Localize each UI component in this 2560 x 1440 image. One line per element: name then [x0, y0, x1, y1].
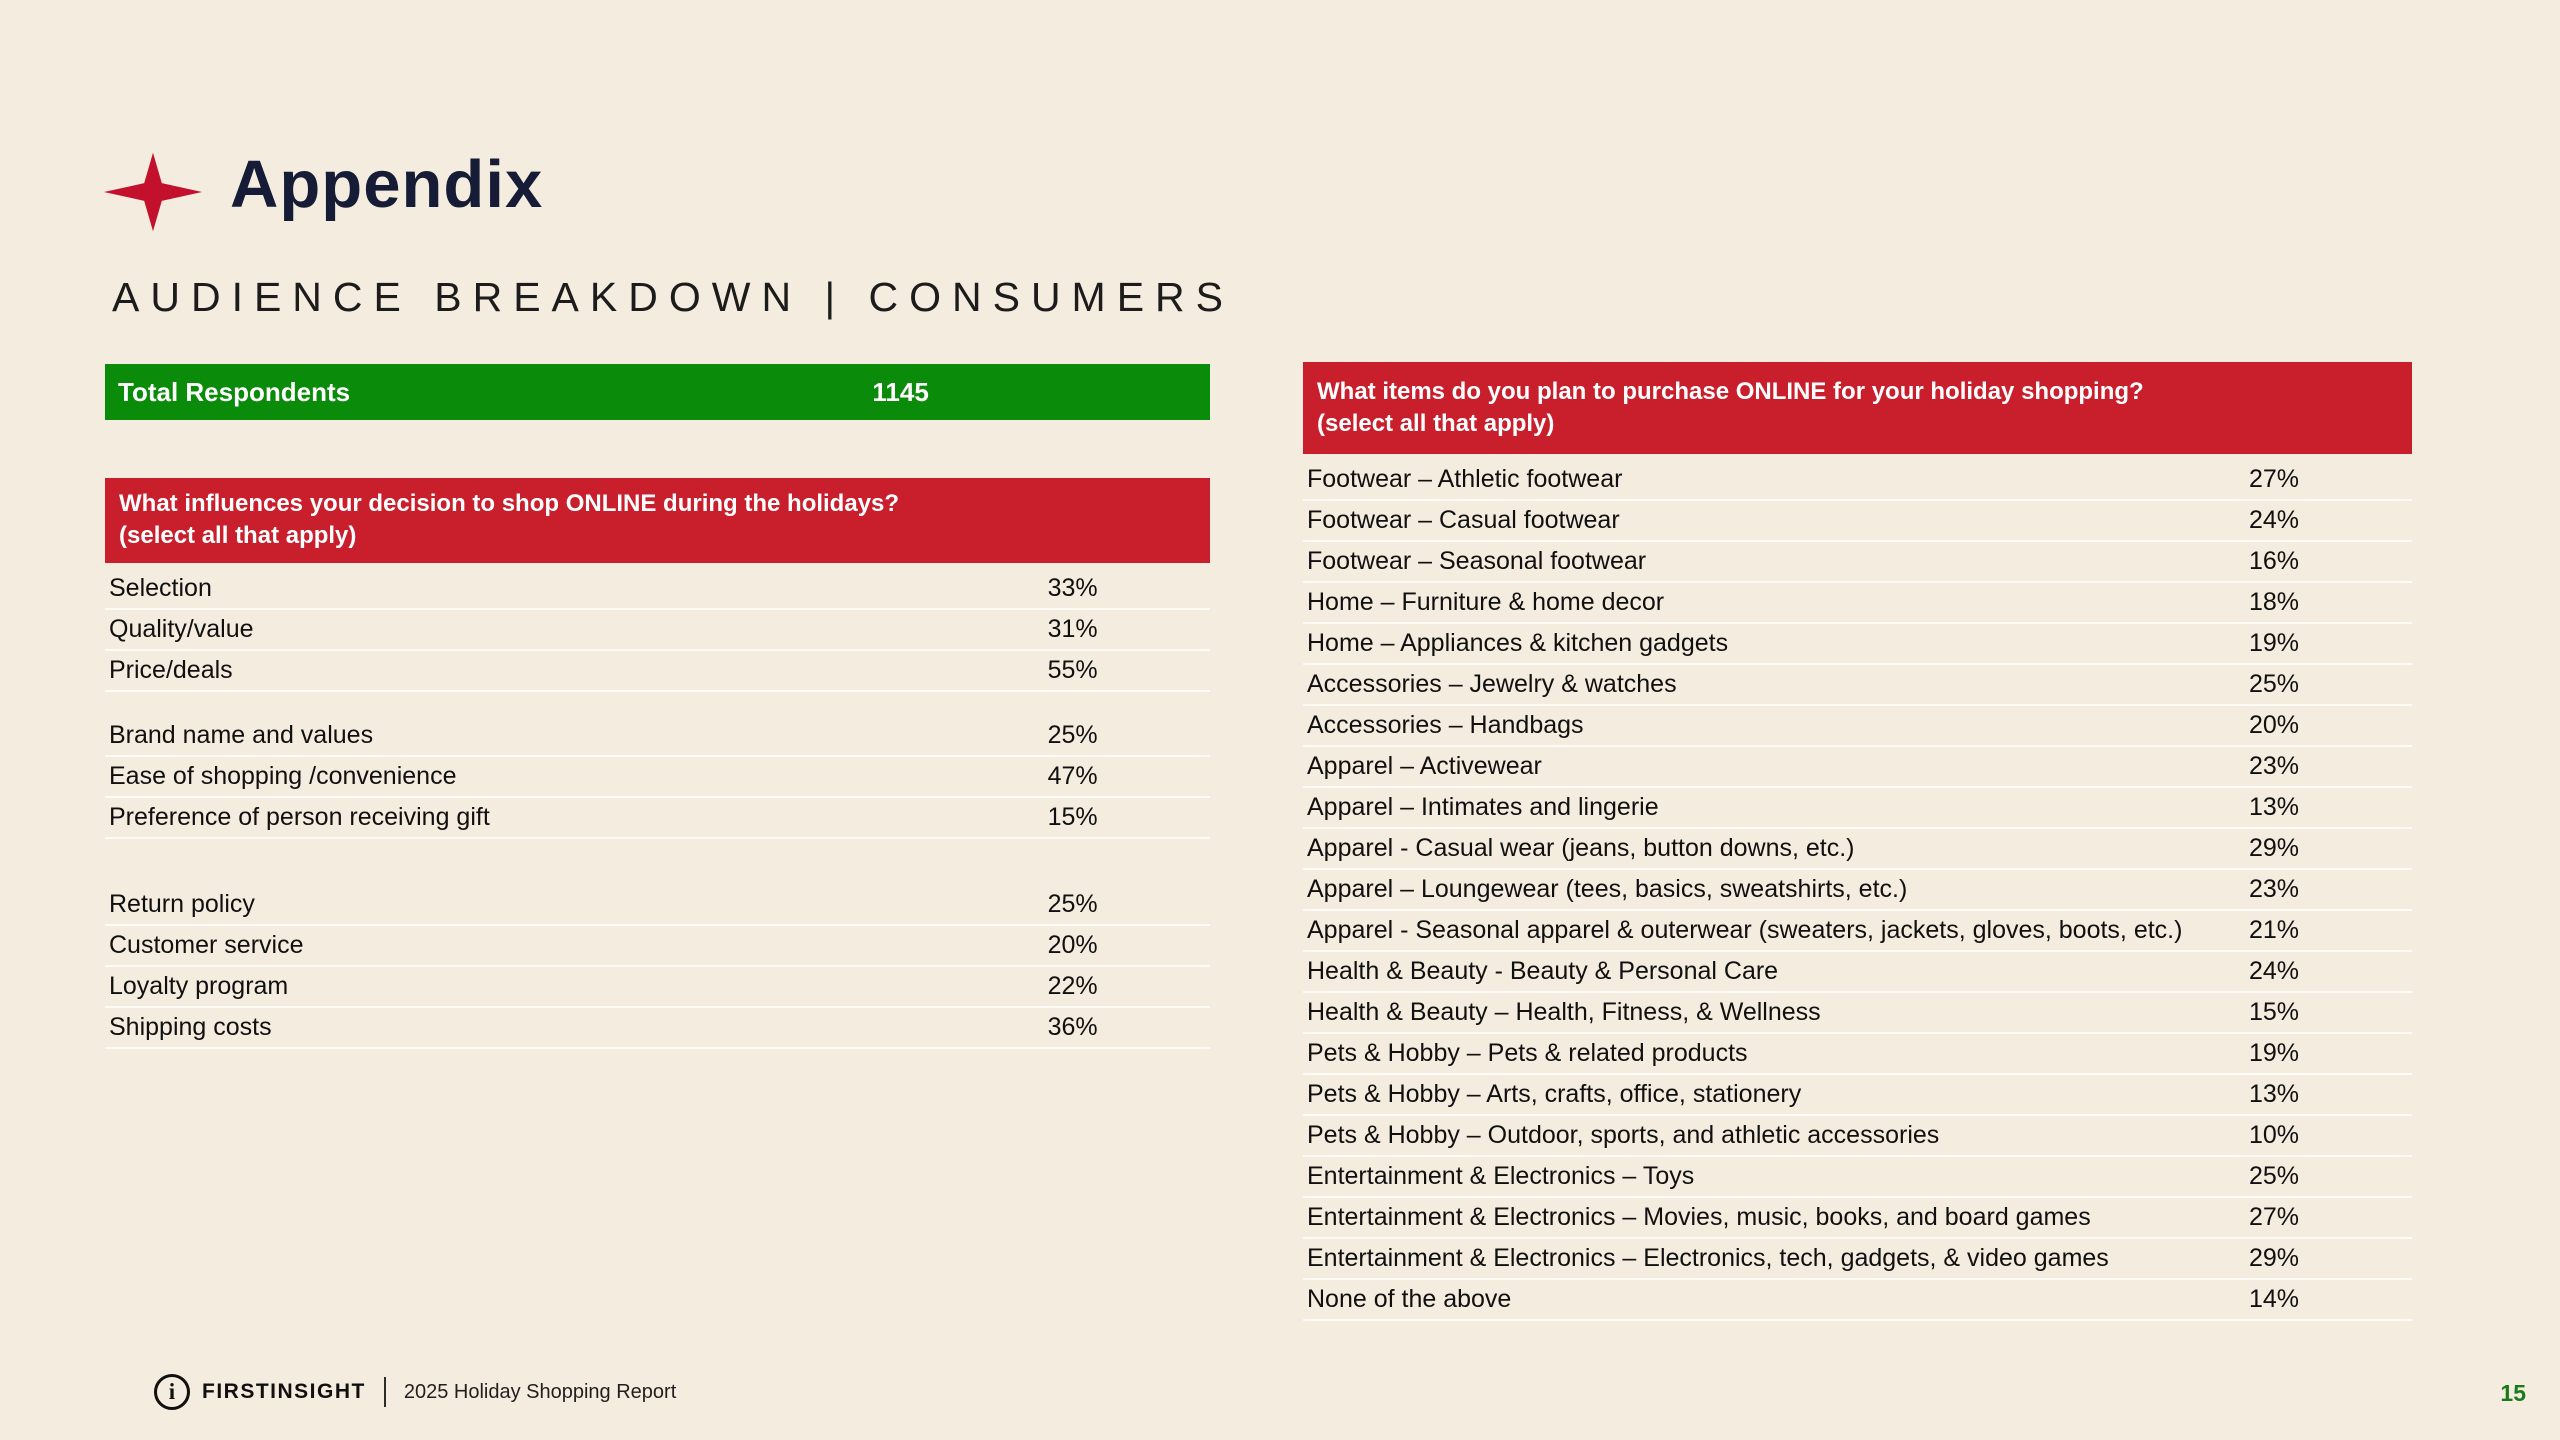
left-table [105, 569, 1210, 1049]
table-row [105, 798, 1210, 839]
row-value: 20% [2248, 711, 2300, 739]
table-row [1303, 501, 2412, 542]
row-label: Entertainment & Electronics – Toys [1307, 1162, 1695, 1190]
right-question-bar [1303, 362, 2412, 454]
table-row [1303, 1280, 2412, 1321]
table-row [1303, 624, 2412, 665]
row-label: Customer service [109, 930, 304, 959]
table-row [105, 610, 1210, 651]
table-row [105, 967, 1210, 1008]
right-question-text: What items do you plan to purchase ONLINE for your holiday shopping? [1317, 377, 2144, 405]
row-value: 16% [2248, 547, 2300, 575]
row-label: Pets & Hobby – Pets & related products [1307, 1039, 1748, 1067]
row-label: Apparel – Loungewear (tees, basics, sweatshirts, etc.) [1307, 875, 1908, 903]
row-label: Return policy [109, 889, 255, 918]
row-value: 31% [1047, 614, 1098, 643]
row-label: Footwear – Athletic footwear [1307, 465, 1623, 493]
row-label: Footwear – Casual footwear [1307, 506, 1620, 534]
row-label: Apparel - Casual wear (jeans, button downs, etc.) [1307, 834, 1855, 862]
row-label: None of the above [1307, 1285, 1512, 1313]
table-row [1303, 665, 2412, 706]
table-row [1303, 1075, 2412, 1116]
row-label: Pets & Hobby – Outdoor, sports, and athletic accessories [1307, 1121, 1940, 1149]
row-value: 22% [1047, 971, 1098, 1000]
row-label: Health & Beauty - Beauty & Personal Care [1307, 957, 1779, 985]
report-name: 2025 Holiday Shopping Report [403, 1380, 677, 1403]
right-column [1303, 362, 2412, 1321]
row-label: Accessories – Jewelry & watches [1307, 670, 1677, 698]
row-value: 27% [2248, 465, 2300, 493]
table-row [1303, 829, 2412, 870]
brand-second: INSIGHT [270, 1380, 366, 1403]
row-group [105, 716, 1210, 839]
page-number: 15 [2500, 1380, 2526, 1406]
row-label: Home – Appliances & kitchen gadgets [1307, 629, 1729, 657]
footer [154, 1374, 676, 1410]
row-value: 20% [1047, 930, 1098, 959]
row-value: 23% [2248, 875, 2300, 903]
row-value: 15% [2248, 998, 2300, 1026]
table-row [1303, 993, 2412, 1034]
row-value: 25% [2248, 670, 2300, 698]
row-label: Shipping costs [109, 1012, 272, 1041]
row-value: 55% [1047, 655, 1098, 684]
footer-divider [384, 1377, 386, 1407]
brand-wordmark [202, 1380, 366, 1404]
table-row [105, 716, 1210, 757]
row-value: 33% [1047, 573, 1098, 602]
table-row [1303, 583, 2412, 624]
row-value: 15% [1047, 802, 1098, 831]
row-value: 25% [1047, 889, 1098, 918]
row-value: 19% [2248, 629, 2300, 657]
table-row [1303, 870, 2412, 911]
row-value: 24% [2248, 506, 2300, 534]
row-value: 19% [2248, 1039, 2300, 1067]
row-value: 13% [2248, 793, 2300, 821]
row-group [105, 569, 1210, 692]
table-row [105, 885, 1210, 926]
row-value: 13% [2248, 1080, 2300, 1108]
row-value: 47% [1047, 761, 1098, 790]
table-row [1303, 706, 2412, 747]
table-row [105, 926, 1210, 967]
row-value: 25% [1047, 720, 1098, 749]
table-row [1303, 460, 2412, 501]
page-title: Appendix [230, 147, 544, 222]
row-label: Pets & Hobby – Arts, crafts, office, stationery [1307, 1080, 1802, 1108]
table-row [1303, 1157, 2412, 1198]
table-row [1303, 1198, 2412, 1239]
row-label: Apparel – Activewear [1307, 752, 1542, 780]
row-label: Selection [109, 573, 212, 602]
table-row [1303, 542, 2412, 583]
table-row [1303, 952, 2412, 993]
row-label: Apparel – Intimates and lingerie [1307, 793, 1659, 821]
row-label: Health & Beauty – Health, Fitness, & Wellness [1307, 998, 1821, 1026]
table-row [105, 651, 1210, 692]
table-row [1303, 1034, 2412, 1075]
table-row [1303, 788, 2412, 829]
row-value: 29% [2248, 1244, 2300, 1272]
total-respondents-bar [105, 364, 1210, 420]
left-question-note: (select all that apply) [119, 522, 357, 550]
table-row [105, 1008, 1210, 1049]
brand-first: FIRST [202, 1380, 271, 1403]
table-row [1303, 747, 2412, 788]
row-value: 24% [2248, 957, 2300, 985]
table-row [1303, 1116, 2412, 1157]
total-respondents-value: 1145 [872, 376, 929, 407]
row-value: 29% [2248, 834, 2300, 862]
row-label: Entertainment & Electronics – Electronics, tech, gadgets, & video games [1307, 1244, 2109, 1272]
row-label: Apparel - Seasonal apparel & outerwear (sweaters, jackets, gloves, boots, etc.) [1307, 916, 2183, 944]
row-value: 10% [2248, 1121, 2300, 1149]
row-label: Ease of shopping /convenience [109, 761, 457, 790]
left-question-bar [105, 478, 1210, 563]
page-subtitle: AUDIENCE BREAKDOWN | CONSUMERS [112, 274, 1235, 320]
row-label: Accessories – Handbags [1307, 711, 1584, 739]
row-label: Price/deals [109, 655, 233, 684]
row-label: Brand name and values [109, 720, 374, 749]
left-question-text: What influences your decision to shop ONLINE during the holidays? [119, 490, 900, 517]
appendix-diamond-icon [104, 152, 202, 232]
row-label: Entertainment & Electronics – Movies, music, books, and board games [1307, 1203, 2091, 1231]
row-value: 25% [2248, 1162, 2300, 1190]
row-value: 27% [2248, 1203, 2300, 1231]
row-label: Footwear – Seasonal footwear [1307, 547, 1647, 575]
left-column [105, 364, 1210, 1049]
table-row [1303, 1239, 2412, 1280]
row-label: Loyalty program [109, 971, 289, 1000]
row-label: Quality/value [109, 614, 254, 643]
row-group [105, 885, 1210, 1049]
row-label: Preference of person receiving gift [109, 802, 490, 831]
table-row [105, 569, 1210, 610]
table-row [105, 757, 1210, 798]
row-value: 21% [2248, 916, 2300, 944]
total-respondents-label: Total Respondents [118, 376, 351, 407]
row-label: Home – Furniture & home decor [1307, 588, 1665, 616]
row-value: 18% [2248, 588, 2300, 616]
row-value: 23% [2248, 752, 2300, 780]
right-table [1303, 460, 2412, 1321]
table-row [1303, 911, 2412, 952]
row-value: 14% [2248, 1285, 2300, 1313]
right-question-note: (select all that apply) [1317, 410, 1555, 437]
row-value: 36% [1047, 1012, 1098, 1041]
firstinsight-logo-icon: i [154, 1374, 190, 1410]
